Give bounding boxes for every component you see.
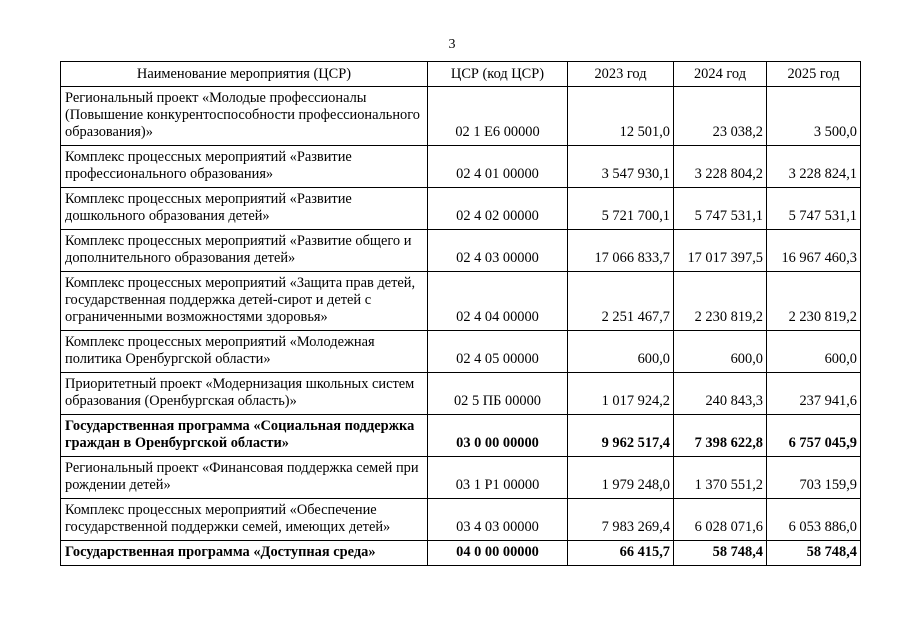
row-2024-cell: 600,0: [674, 331, 767, 373]
row-2024-cell: 17 017 397,5: [674, 230, 767, 272]
row-2025-cell: 5 747 531,1: [767, 188, 861, 230]
table-row: [61, 188, 861, 230]
table-row: [61, 499, 861, 541]
table-row: [61, 230, 861, 272]
row-2024-cell: 2 230 819,2: [674, 272, 767, 331]
row-2023-cell: 66 415,7: [568, 541, 674, 566]
row-code-cell: 02 4 02 00000: [428, 188, 568, 230]
header-name: Наименование мероприятия (ЦСР): [61, 62, 428, 87]
row-name-cell: Региональный проект «Финансовая поддержка семей при рождении детей»: [61, 457, 428, 499]
row-name-cell: Региональный проект «Молодые профессионалы (Повышение конкурентоспособности профессионального образования)»: [61, 87, 428, 146]
row-2025-cell: 237 941,6: [767, 373, 861, 415]
table-row: [61, 373, 861, 415]
table-row: [61, 87, 861, 146]
row-code-cell: 02 4 01 00000: [428, 146, 568, 188]
row-2024-cell: 6 028 071,6: [674, 499, 767, 541]
row-2024-cell: 1 370 551,2: [674, 457, 767, 499]
row-2023-cell: 2 251 467,7: [568, 272, 674, 331]
row-2025-cell: 600,0: [767, 331, 861, 373]
row-name-cell: Комплекс процессных мероприятий «Защита прав детей, государственная поддержка детей-сирот и детей с ограниченными возможностями здоровья»: [61, 272, 428, 331]
row-2023-cell: 3 547 930,1: [568, 146, 674, 188]
header-2025: 2025 год: [767, 62, 861, 87]
row-2025-cell: 3 228 824,1: [767, 146, 861, 188]
row-2023-cell: 7 983 269,4: [568, 499, 674, 541]
row-2025-cell: 6 757 045,9: [767, 415, 861, 457]
row-name-cell: Комплекс процессных мероприятий «Развитие дошкольного образования детей»: [61, 188, 428, 230]
row-code-cell: 02 4 03 00000: [428, 230, 568, 272]
table-row: [61, 415, 861, 457]
row-code-cell: 02 4 05 00000: [428, 331, 568, 373]
row-code-cell: 03 1 Р1 00000: [428, 457, 568, 499]
row-name-cell: Государственная программа «Социальная поддержка граждан в Оренбургской области»: [61, 415, 428, 457]
row-2023-cell: 12 501,0: [568, 87, 674, 146]
row-code-cell: 02 4 04 00000: [428, 272, 568, 331]
table-body: [61, 87, 861, 566]
row-2025-cell: 3 500,0: [767, 87, 861, 146]
row-code-cell: 02 5 ПБ 00000: [428, 373, 568, 415]
header-2023: 2023 год: [568, 62, 674, 87]
row-2025-cell: 6 053 886,0: [767, 499, 861, 541]
table-row: [61, 541, 861, 566]
row-2025-cell: 703 159,9: [767, 457, 861, 499]
row-2025-cell: 58 748,4: [767, 541, 861, 566]
header-code: ЦСР (код ЦСР): [428, 62, 568, 87]
row-code-cell: 04 0 00 00000: [428, 541, 568, 566]
table-row: [61, 272, 861, 331]
row-name-cell: Комплекс процессных мероприятий «Развитие общего и дополнительного образования детей»: [61, 230, 428, 272]
row-code-cell: 03 0 00 00000: [428, 415, 568, 457]
table-row: [61, 146, 861, 188]
header-2024: 2024 год: [674, 62, 767, 87]
row-2023-cell: 9 962 517,4: [568, 415, 674, 457]
row-2024-cell: 7 398 622,8: [674, 415, 767, 457]
table-header-row: [61, 62, 861, 87]
row-2024-cell: 58 748,4: [674, 541, 767, 566]
table-row: [61, 331, 861, 373]
row-name-cell: Государственная программа «Доступная среда»: [61, 541, 428, 566]
row-2025-cell: 2 230 819,2: [767, 272, 861, 331]
budget-table: [60, 61, 861, 566]
row-name-cell: Комплекс процессных мероприятий «Молодежная политика Оренбургской области»: [61, 331, 428, 373]
table-row: [61, 457, 861, 499]
row-2025-cell: 16 967 460,3: [767, 230, 861, 272]
row-2024-cell: 5 747 531,1: [674, 188, 767, 230]
page-number: 3: [448, 37, 456, 52]
row-code-cell: 03 4 03 00000: [428, 499, 568, 541]
row-name-cell: Приоритетный проект «Модернизация школьных систем образования (Оренбургская область)»: [61, 373, 428, 415]
row-2023-cell: 5 721 700,1: [568, 188, 674, 230]
row-2023-cell: 17 066 833,7: [568, 230, 674, 272]
row-2024-cell: 3 228 804,2: [674, 146, 767, 188]
row-code-cell: 02 1 Е6 00000: [428, 87, 568, 146]
row-2023-cell: 1 017 924,2: [568, 373, 674, 415]
row-2024-cell: 23 038,2: [674, 87, 767, 146]
row-2023-cell: 1 979 248,0: [568, 457, 674, 499]
row-2024-cell: 240 843,3: [674, 373, 767, 415]
row-name-cell: Комплекс процессных мероприятий «Развитие профессионального образования»: [61, 146, 428, 188]
row-name-cell: Комплекс процессных мероприятий «Обеспечение государственной поддержки семей, имеющих детей»: [61, 499, 428, 541]
row-2023-cell: 600,0: [568, 331, 674, 373]
